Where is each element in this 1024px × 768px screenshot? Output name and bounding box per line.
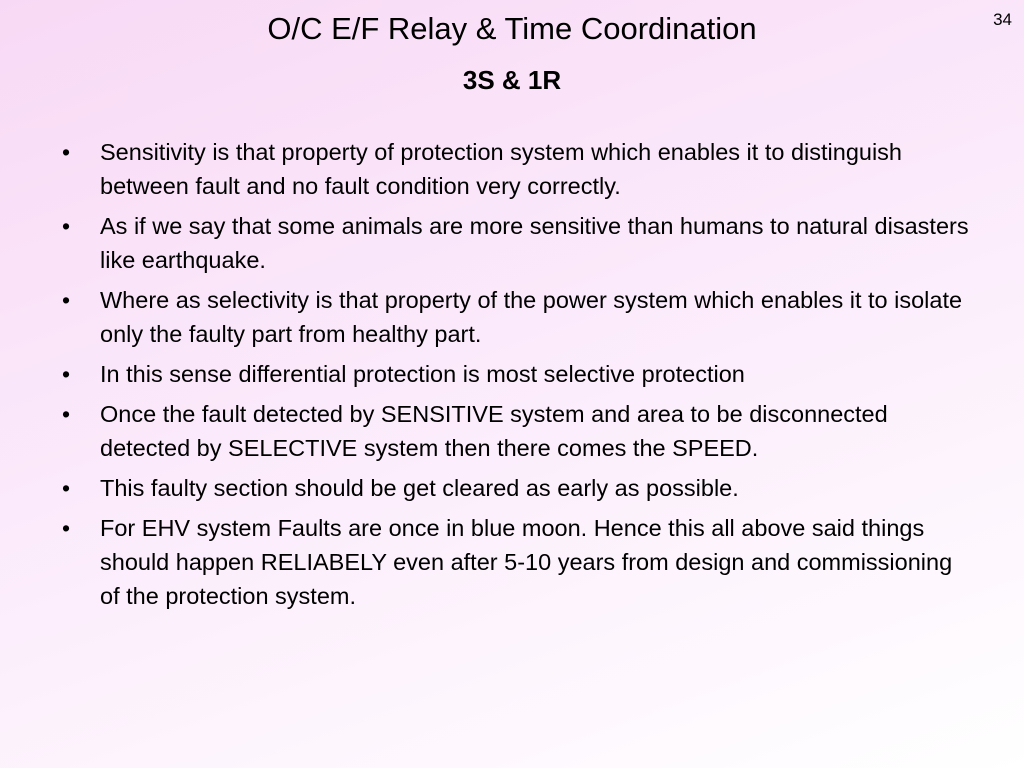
- bullet-icon: •: [62, 401, 71, 427]
- bullet-list: [56, 135, 976, 619]
- slide-title: O/C E/F Relay & Time Coordination: [267, 11, 757, 46]
- bullet-icon: •: [62, 361, 71, 387]
- bullet-text: For EHV system Faults are once in blue moon. Hence this all above said things should happen RELIABELY even after 5-10 years from design and commissioning of the protection system.: [100, 515, 953, 609]
- bullet-text: Once the fault detected by SENSITIVE system and area to be disconnected detected by SELECTIVE system then there comes the SPEED.: [100, 401, 888, 461]
- bullet-item: [56, 209, 976, 277]
- bullet-icon: •: [62, 475, 71, 501]
- bullet-icon: •: [62, 287, 71, 313]
- bullet-item: [56, 283, 976, 351]
- bullet-item: [56, 135, 976, 203]
- bullet-text: This faulty section should be get cleared as early as possible.: [100, 475, 739, 501]
- bullet-item: [56, 471, 976, 505]
- bullet-item: [56, 511, 976, 613]
- slide-subtitle: 3S & 1R: [462, 65, 562, 95]
- slide-number: 34: [993, 10, 1012, 29]
- bullet-text: As if we say that some animals are more sensitive than humans to natural disasters like earthquake.: [100, 213, 969, 273]
- bullet-text: Sensitivity is that property of protection system which enables it to distinguish between fault and no fault condition very correctly.: [100, 139, 902, 199]
- bullet-item: [56, 397, 976, 465]
- bullet-icon: •: [62, 213, 71, 239]
- bullet-icon: •: [62, 515, 71, 541]
- bullet-text: In this sense differential protection is most selective protection: [100, 361, 745, 387]
- bullet-item: [56, 357, 976, 391]
- bullet-icon: •: [62, 139, 71, 165]
- bullet-text: Where as selectivity is that property of the power system which enables it to isolate only the faulty part from healthy part.: [100, 287, 963, 347]
